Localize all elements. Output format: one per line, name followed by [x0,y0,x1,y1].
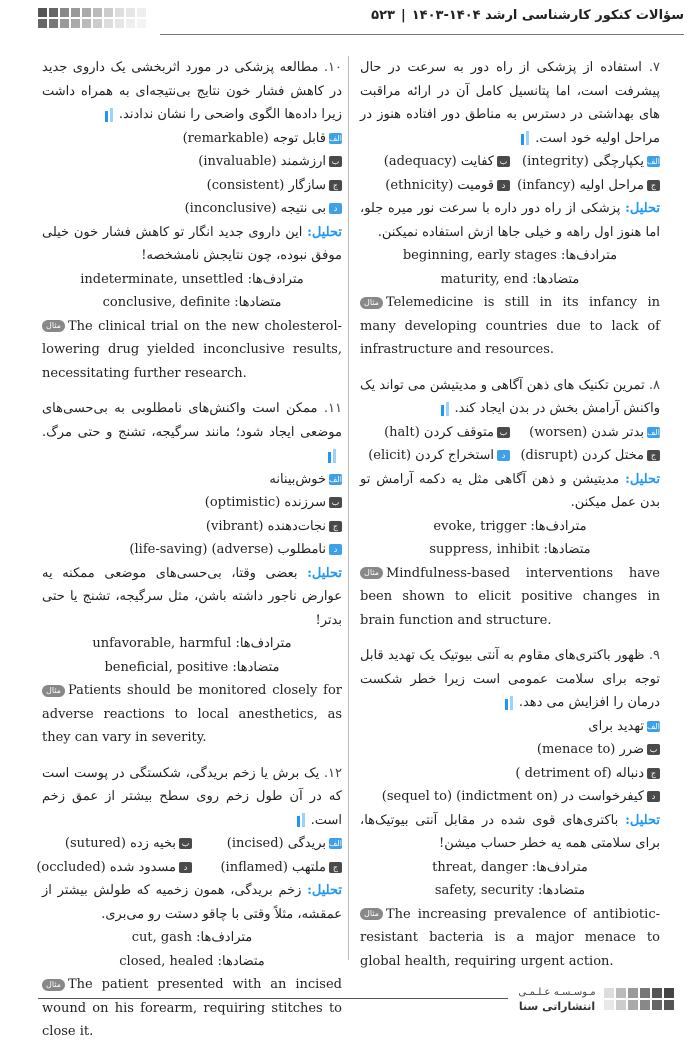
antonyms-label: متضادها: [532,271,580,287]
option-d[interactable] [36,856,192,880]
badge-d: د [329,203,342,214]
bookmark-icon [328,449,336,463]
antonyms-value: beneficial, positive [104,659,229,675]
badge-a: الف [647,721,660,731]
option-d[interactable] [360,444,510,468]
analysis-text: باکتری‌های قوی شده در مقابل آنتی بیوتیک‌ها، برای سلامتی همه یه خطر حساب میشن! [360,812,660,851]
analysis [360,809,660,856]
badge-c: ج [647,768,660,779]
question-text [360,644,660,715]
analysis-text: پزشکی از راه دور داره با سرعت نور میره جلو، اما هنوز اول راهه و خیلی جاها ازش استفاده نمیکنن. [360,201,660,240]
question-body: ظهور باکتری‌های مقاوم به آنتی بیوتیک یک تهدید قابل توجه برای سلامت عمومی است زیرا خطر شکست درمان را افزایش می دهد. [360,648,660,710]
antonyms [42,291,342,315]
header-separator: | [400,8,406,23]
example-badge: مثال [42,685,65,697]
option-label: ملتهب (inflamed) [220,859,326,875]
option-d[interactable] [42,538,342,562]
antonyms [42,656,342,680]
right-column [360,56,660,973]
badge-a: الف [647,157,660,166]
antonyms [360,538,660,562]
badge-a: الف [329,133,342,143]
option-label: ارزشمند (invaluable) [198,154,326,169]
antonyms-value: maturity, end [440,271,529,287]
synonyms-label: مترادف‌ها: [247,271,304,287]
badge-a: الف [647,427,660,437]
option-label: خوش‌بینانه [269,471,326,487]
synonyms [360,244,660,268]
publisher-line2: انتشاراتی سنا [518,1000,596,1013]
option-d[interactable] [360,785,660,809]
question-body: یک برش یا زخم بریدگی، شکستگی در پوست است که در آن طول زخم روی سطح بیشتر از عمق زخم است. [42,765,342,828]
question-10 [42,56,342,385]
example [360,562,660,633]
synonyms-label: مترادف‌ها: [235,636,292,651]
question-number: ۱۲. [323,765,342,781]
option-label: سرزنده (optimistic) [204,495,326,510]
option-a[interactable] [360,715,660,739]
options-row [42,832,342,856]
option-label: نامطلوب (adverse) (life-saving) [129,542,326,557]
example-text: Patients should be monitored closely for adverse reactions to local anesthetics, as they can vary in severity. [42,683,342,745]
example-text: The clinical trial on the new cholesterol-lowering drug yielded inconclusive results, necessitating further research. [42,318,342,381]
badge-d: د [497,450,510,461]
analysis [42,562,342,633]
antonyms [42,950,342,974]
question-7 [360,56,660,362]
question-12 [36,762,342,1044]
page-number: ۵۲۳ [371,8,395,23]
option-label: بدتر شدن (worsen) [529,424,644,440]
badge-b: ب [497,156,510,167]
header-title-line [371,8,684,23]
question-text [360,56,660,150]
analysis-label: تحلیل: [625,471,660,487]
example-text: Telemedicine is still in its infancy in many developing countries due to lack of infrastructure and resources. [360,295,660,357]
analysis [42,221,342,268]
options-row [360,150,660,174]
badge-b: ب [179,838,192,849]
synonyms-value: threat, danger [432,859,528,875]
option-label: نجات‌دهنده (vibrant) [205,518,326,534]
question-number: ۷. [648,60,660,75]
synonyms-value: evoke, trigger [433,518,527,534]
publisher-line1: مـوسـسـه عـلـمـی [518,987,596,998]
badge-a: الف [329,839,342,848]
question-body: مطالعه پزشکی در مورد اثربخشی یک داروی جدید در کاهش فشار خون نتایج بی‌نتیجه‌ای به همراه داشت زیرا داده‌ها الگوی واضحی را نشان ندادند. [42,60,342,122]
question-number: ۱۱. [323,401,342,416]
analysis-label: تحلیل: [307,565,342,581]
option-a[interactable] [510,421,660,445]
question-body: تمرین تکنیک های ذهن آگاهی و مدیتیشن می تواند یک واکنش آرامش بخش در بدن ایجاد کند. [359,377,660,416]
analysis-text: این داروی جدید انگار تو کاهش فشار خون خیلی موفق نبوده، چون نتایجش نامشخصه! [42,224,342,263]
antonyms [360,268,660,292]
example-badge: مثال [360,567,383,579]
antonyms-value: safety, security [434,883,534,898]
synonyms [42,268,342,292]
analysis [42,879,342,926]
options-row [360,421,660,445]
option-a[interactable] [42,127,342,151]
analysis-text: بعضی وقتا، بی‌حسی‌های موضعی ممکنه یه عوارض ناجور داشته باشن، مثل سرگیجه، تشنج یا حتی بدتر! [42,565,342,628]
question-9 [360,644,660,973]
left-column [36,56,342,1044]
question-body: ممکن است واکنش‌های نامطلوبی به بی‌حسی‌های موضعی ایجاد شود؛ مانند سرگیجه، تشنج و حتی مرگ. [42,401,342,440]
bookmark-icon [441,402,449,416]
footer-squares-decoration [604,988,674,1010]
publisher-logo-text [514,986,600,1014]
analysis-label: تحلیل: [625,201,660,216]
option-c[interactable] [42,174,342,198]
synonyms [360,856,660,880]
option-a[interactable] [192,832,342,856]
option-label: قومیت (ethnicity) [385,177,494,193]
example [42,315,342,386]
badge-d: د [497,180,510,191]
antonyms-label: متضادها: [538,883,586,898]
synonyms-value: cut, gash [131,930,192,945]
example-text: The increasing prevalence of antibiotic-resistant bacteria is a major menace to global health, requiring urgent action. [360,906,660,969]
badge-c: ج [647,450,660,461]
option-d[interactable] [42,197,342,221]
antonyms [360,879,660,903]
synonyms-value: unfavorable, harmful [92,636,232,651]
badge-c: ج [329,180,342,191]
question-text [42,762,342,833]
synonyms-label: مترادف‌ها: [530,518,587,534]
analysis-text: مدیتیشن و ذهن آگاهی مثل یه دکمه آرامش تو بدن عمل میکنن. [360,471,660,510]
badge-d: د [329,544,342,555]
option-label: کیفرخواست در (indictment on) (sequel to) [381,789,644,804]
option-label: تهدید برای [588,718,644,734]
antonyms-value: suppress, inhibit [429,542,540,557]
option-b[interactable] [42,491,342,515]
question-11 [42,397,342,750]
header-title: سؤالات کنکور کارشناسی ارشد ۱۴۰۴-۱۴۰۳ [411,8,684,23]
footer-rule [38,998,508,999]
synonyms-value: indeterminate, unsettled [80,271,244,287]
bookmark-icon [505,696,513,710]
options-row [360,174,660,198]
badge-c: ج [647,180,660,191]
badge-b: ب [329,156,342,167]
option-label: قابل توجه (remarkable) [182,130,326,146]
question-number: ۸. [648,377,660,393]
synonyms-value: beginning, early stages [402,248,557,263]
analysis-label: تحلیل: [307,883,342,898]
question-text [360,374,660,421]
option-label: ضرر (menace to) [536,742,644,757]
badge-a: الف [329,474,342,484]
example [360,291,660,362]
analysis [360,468,660,515]
option-label: مسدود شده (occluded) [36,859,176,875]
bookmark-icon [105,108,113,122]
option-label: استخراج کردن (elicit) [368,448,494,463]
example-badge: مثال [42,979,65,991]
option-label: بریدگی (incised) [226,836,326,851]
antonyms-label: متضادها: [232,659,280,675]
question-number: ۹. [648,648,660,663]
option-label: بی نتیجه (inconclusive) [184,201,326,216]
example [360,903,660,974]
question-number: ۱۰. [323,60,342,75]
synonyms-label: مترادف‌ها: [560,248,618,263]
question-8 [360,374,660,633]
example [42,679,342,750]
option-b[interactable] [360,150,510,174]
option-b[interactable] [360,421,510,445]
option-label: بخیه زده (sutured) [64,836,176,851]
option-c[interactable] [42,515,342,539]
analysis-label: تحلیل: [307,224,342,240]
badge-b: ب [497,427,510,438]
option-a[interactable] [42,468,342,492]
example-badge: مثال [42,320,65,332]
header-rule [160,34,684,35]
badge-d: د [179,862,192,873]
option-label: دنباله (detriment of ) [515,765,644,781]
synonyms [42,926,342,950]
option-label: متوقف کردن (halt) [384,424,494,440]
question-body: استفاده از پزشکی از راه دور به سرعت در حال پیشرفت است، اما پتانسیل کامل آن در ارائه مراقبت های بهداشتی در دسترس به مناطق دور افتاده هنوز در مراحل اولیه خود است. [360,60,660,146]
antonyms-label: متضادها: [543,542,591,557]
bookmark-icon [297,813,305,827]
option-label: مختل کردن (disrupt) [520,448,644,463]
option-c[interactable] [192,856,342,880]
example-text: The patient presented with an incised wound on his forearm, requiring stitches to close it. [42,977,342,1039]
synonyms [360,515,660,539]
analysis [360,197,660,244]
example [42,973,342,1044]
analysis-text: زخم بریدگی، همون زخمیه که طولش بیشتر از عمقشه، مثلاً وقتی با چاقو دستت رو می‌بری. [42,883,342,922]
options-row [360,444,660,468]
badge-c: ج [329,862,342,873]
analysis-label: تحلیل: [625,812,660,828]
example-badge: مثال [360,908,383,920]
synonyms-label: مترادف‌ها: [531,859,588,875]
example-badge: مثال [360,297,383,309]
header-squares-decoration [38,8,146,28]
option-b[interactable] [42,832,192,856]
option-c[interactable] [510,174,660,198]
example-text: Mindfulness-based interventions have been shown to elicit positive changes in brain function and structure. [360,565,660,628]
badge-c: ج [329,521,342,532]
antonyms-value: closed, healed [119,953,214,969]
option-a[interactable] [510,150,660,174]
antonyms-label: متضادها: [234,295,282,310]
options-row [36,856,342,880]
question-text [42,56,342,127]
badge-b: ب [329,497,342,508]
option-label: سازگار (consistent) [206,177,326,193]
option-b[interactable] [42,150,342,174]
option-d[interactable] [360,174,510,198]
synonyms [42,632,342,656]
option-label: یکپارچگی (integrity) [521,154,644,169]
option-b[interactable] [360,738,660,762]
badge-b: ب [647,744,660,755]
antonyms-label: متضادها: [217,953,265,969]
question-text [42,397,342,468]
antonyms-value: conclusive, definite [102,295,231,310]
option-c[interactable] [510,444,660,468]
page-header [38,6,684,34]
option-label: مراحل اولیه (infancy) [517,177,644,193]
option-label: کفایت (adequacy) [383,154,494,169]
synonyms-label: مترادف‌ها: [196,930,253,945]
column-divider [348,56,349,960]
badge-d: د [647,791,660,802]
option-c[interactable] [360,762,660,786]
bookmark-icon [521,131,529,145]
